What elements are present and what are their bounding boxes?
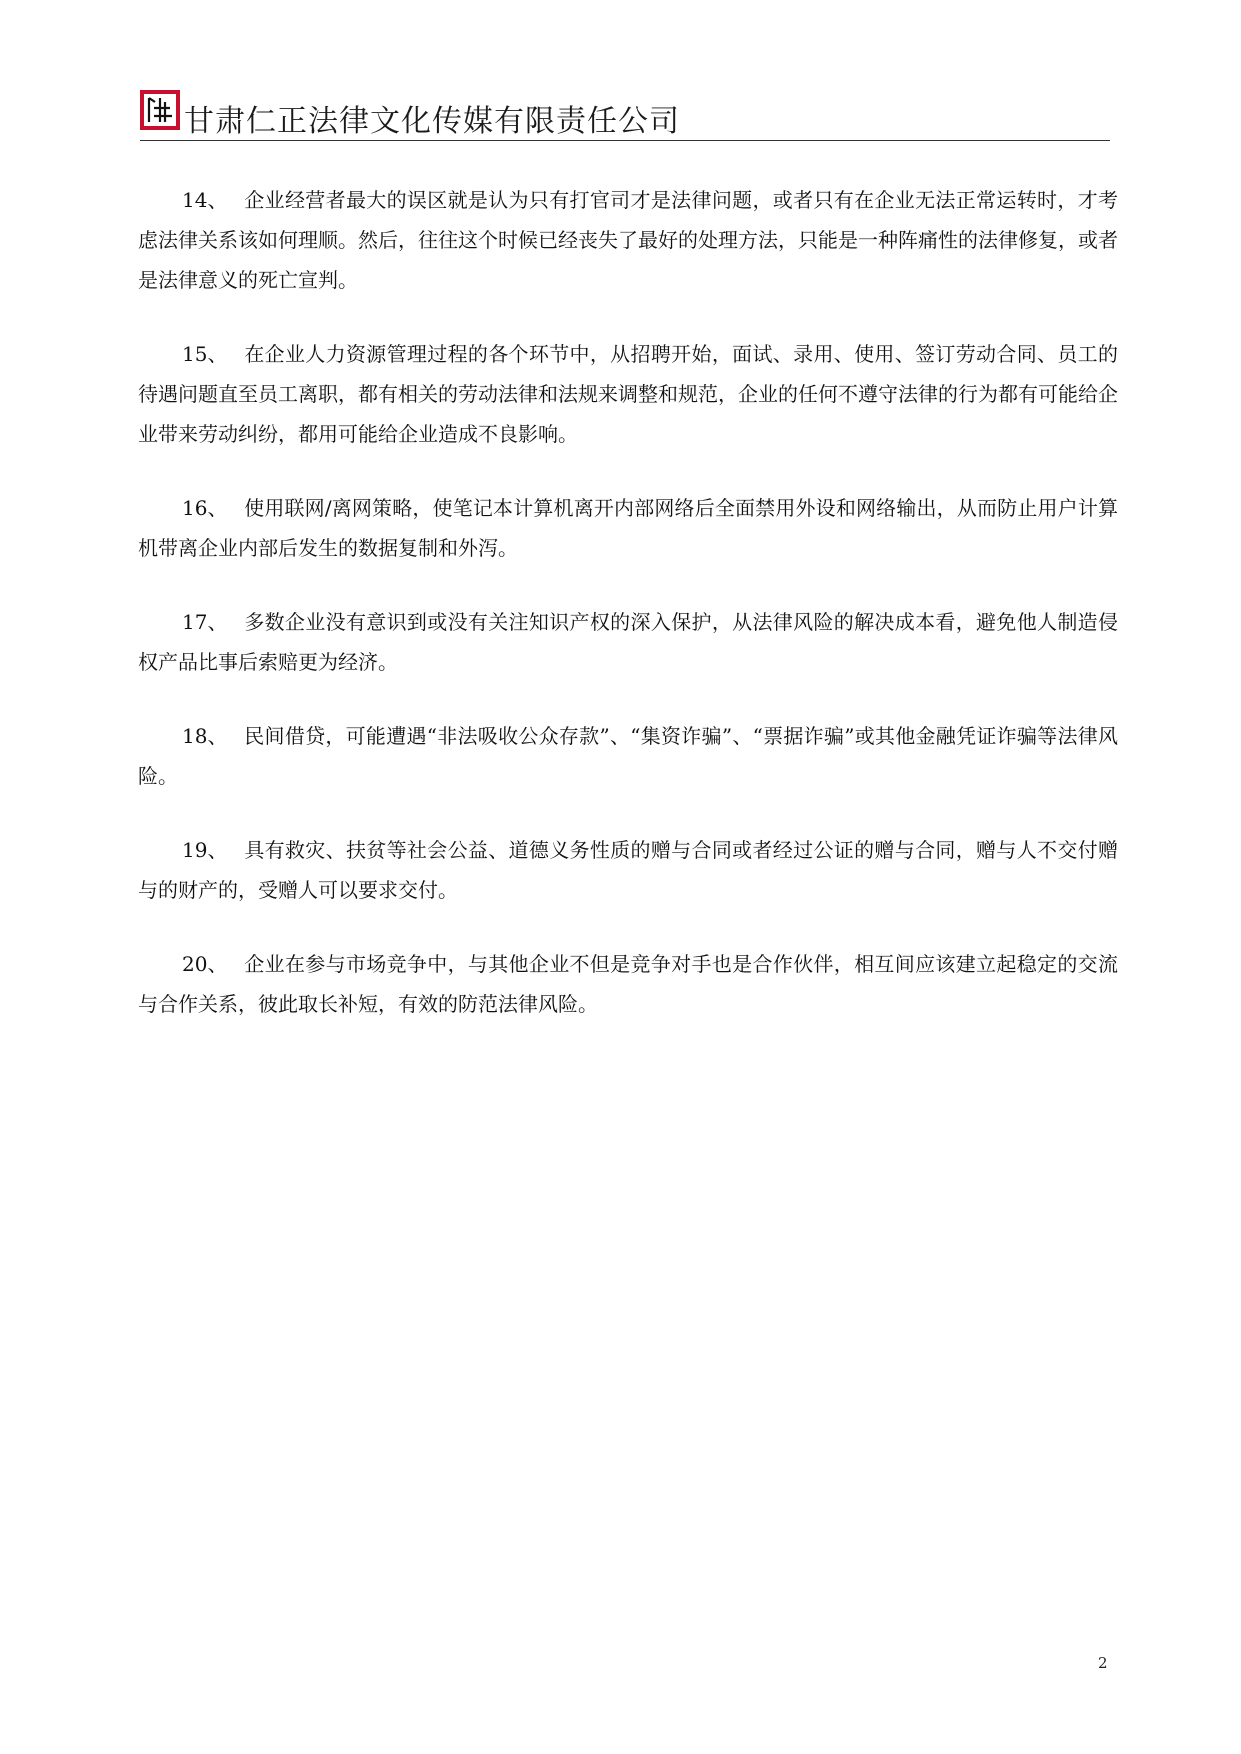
item-text: 使用联网/离网策略，使笔记本计算机离开内部网络后全面禁用外设和网络输出，从而防止用户计算机带离企业内部后发生的数据复制和外泻。 xyxy=(138,496,1118,560)
item-text: 民间借贷，可能遭遇“非法吸收公众存款”、“集资诈骗”、“票据诈骗”或其他金融凭证诈骗等法律风险。 xyxy=(138,724,1118,788)
page-number: 2 xyxy=(1098,1654,1108,1672)
item-number: 15、 xyxy=(182,342,228,366)
item-number: 16、 xyxy=(182,496,228,520)
item-text: 企业经营者最大的误区就是认为只有打官司才是法律问题，或者只有在企业无法正常运转时，才考虑法律关系该如何理顺。然后，往往这个时候已经丧失了最好的处理方法，只能是一种阵痛性的法律修复，或者是法律意义的死亡宣判。 xyxy=(138,188,1118,292)
company-name: 甘肃仁正法律文化传媒有限责任公司 xyxy=(184,104,680,139)
list-item xyxy=(138,716,1118,796)
list-item xyxy=(138,944,1118,1024)
list-item xyxy=(138,334,1118,454)
page-header xyxy=(140,88,1110,144)
list-item xyxy=(138,488,1118,568)
item-number: 17、 xyxy=(182,610,228,634)
item-text: 在企业人力资源管理过程的各个环节中，从招聘开始，面试、录用、使用、签订劳动合同、员工的待遇问题直至员工离职，都有相关的劳动法律和法规来调整和规范，企业的任何不遵守法律的行为都有可能给企业带来劳动纠纷，都用可能给企业造成不良影响。 xyxy=(138,342,1118,446)
seal-logo-icon xyxy=(140,90,180,130)
item-number: 14、 xyxy=(182,188,228,212)
list-item xyxy=(138,602,1118,682)
item-text: 多数企业没有意识到或没有关注知识产权的深入保护，从法律风险的解决成本看，避免他人制造侵权产品比事后索赔更为经济。 xyxy=(138,610,1118,674)
list-item xyxy=(138,830,1118,910)
item-text: 企业在参与市场竞争中，与其他企业不但是竞争对手也是合作伙伴，相互间应该建立起稳定的交流与合作关系，彼此取长补短，有效的防范法律风险。 xyxy=(138,952,1118,1016)
item-text: 具有救灾、扶贫等社会公益、道德义务性质的赠与合同或者经过公证的赠与合同，赠与人不交付赠与的财产的，受赠人可以要求交付。 xyxy=(138,838,1118,902)
header-divider xyxy=(140,140,1110,141)
list-item xyxy=(138,180,1118,300)
item-number: 18、 xyxy=(182,724,228,748)
item-number: 19、 xyxy=(182,838,228,862)
item-number: 20、 xyxy=(182,952,228,976)
document-body xyxy=(138,180,1118,1058)
